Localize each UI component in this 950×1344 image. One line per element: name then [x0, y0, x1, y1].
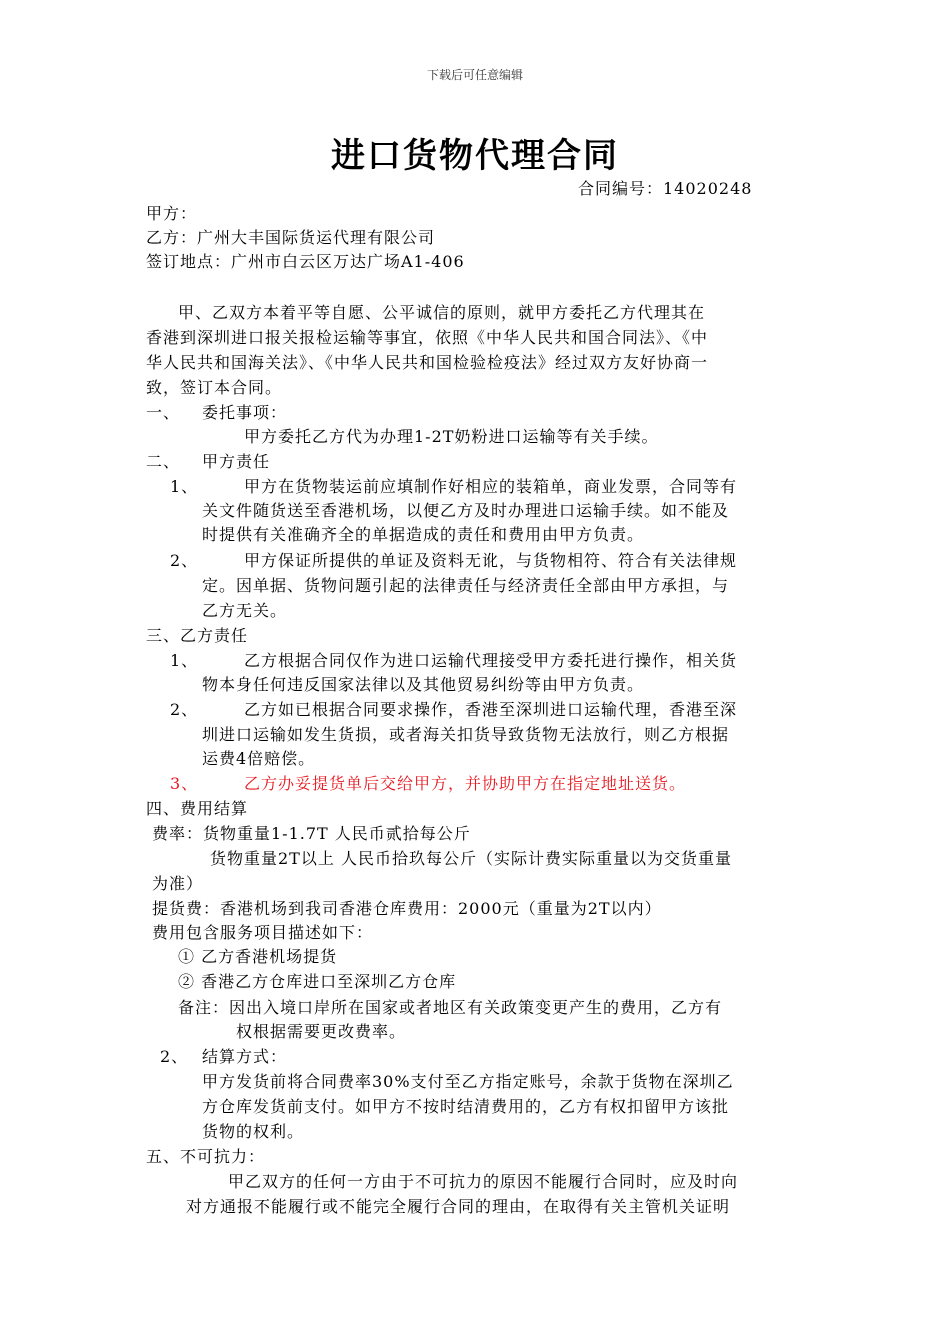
section-heading: 五、不可抗力：: [146, 1147, 266, 1166]
section-body: 甲方委托乙方代为办理1-2T奶粉进口运输等有关手续。: [244, 427, 659, 446]
section-heading: 委托事项：: [202, 403, 288, 422]
remark-line: 权根据需要更改费率。: [236, 1022, 407, 1041]
item-line: 物本身任何违反国家法律以及其他贸易纠纷等由甲方负责。: [202, 675, 645, 694]
header-note: 下载后可任意编辑: [426, 68, 523, 82]
item-line: 甲方在货物装运前应填制作好相应的装箱单，商业发票，合同等有: [244, 477, 738, 496]
intro-line: 华人民共和国海关法》、《中华人民共和国检验检疫法》经过双方友好协商一: [146, 353, 709, 372]
item-line: 乙方无关。: [202, 601, 288, 620]
contract-number: 合同编号：14020248: [578, 179, 753, 198]
service-item: ② 香港乙方仓库进口至深圳乙方仓库: [178, 972, 457, 991]
rate-line: 为准）: [152, 874, 204, 893]
service-item: ① 乙方香港机场提货: [178, 947, 338, 966]
item-line: 时提供有关准确齐全的单据造成的责任和费用由甲方负责。: [202, 525, 645, 544]
document-title: 进口货物代理合同: [331, 136, 619, 176]
item-number: 3、: [170, 774, 199, 793]
force-majeure-line: 甲乙双方的任何一方由于不可抗力的原因不能履行合同时，应及时向: [228, 1172, 739, 1191]
section-heading: 甲方责任: [202, 452, 271, 471]
item-number: 1、: [170, 651, 199, 670]
settle-line: 方仓库发货前支付。如甲方不按时结清费用的，乙方有权扣留甲方该批: [202, 1097, 730, 1116]
services-intro: 费用包含服务项目描述如下：: [152, 923, 374, 942]
party-b: 乙方：广州大丰国际货运代理有限公司: [146, 228, 436, 247]
rate-line: 货物重量2T以上 人民币拾玖每公斤（实际计费实际重量以为交货重量: [210, 849, 732, 868]
intro-line: 致，签订本合同。: [146, 378, 283, 397]
section-heading: 四、费用结算: [146, 799, 249, 818]
pickup-fee: 提货费：香港机场到我司香港仓库费用：2000元（重量为2T以内）: [152, 899, 662, 918]
section-number: 一、: [146, 403, 181, 422]
item-line: 圳进口运输如发生货损，或者海关扣货导致货物无法放行，则乙方根据: [202, 725, 730, 744]
item-line: 乙方如已根据合同要求操作，香港至深圳进口运输代理，香港至深: [244, 700, 738, 719]
sign-place: 签订地点：广州市白云区万达广场A1-406: [146, 252, 465, 271]
settle-heading: 结算方式：: [202, 1047, 288, 1066]
item-line: 甲方保证所提供的单证及资料无讹，与货物相符、符合有关法律规: [244, 551, 738, 570]
item-number: 1、: [170, 477, 199, 496]
settle-line: 货物的权利。: [202, 1122, 305, 1141]
item-number: 2、: [170, 700, 199, 719]
settle-line: 甲方发货前将合同费率30%支付至乙方指定账号，余款于货物在深圳乙: [202, 1072, 734, 1091]
remark-line: 备注：因出入境口岸所在国家或者地区有关政策变更产生的费用，乙方有: [178, 998, 723, 1017]
section-number: 二、: [146, 452, 181, 471]
section-heading: 三、乙方责任: [146, 626, 249, 645]
item-line: 关文件随货送至香港机场，以便乙方及时办理进口运输手续。如不能及: [202, 501, 730, 520]
item-line: 运费4倍赔偿。: [202, 749, 316, 768]
intro-line: 香港到深圳进口报关报检运输等事宜，依照《中华人民共和国合同法》、《中: [146, 328, 709, 347]
intro-line: 甲、乙双方本着平等自愿、公平诚信的原则，就甲方委托乙方代理其在: [178, 303, 706, 322]
item-line: 乙方根据合同仅作为进口运输代理接受甲方委托进行操作，相关货: [244, 651, 738, 670]
rate-line: 费率：货物重量1-1.7T 人民币贰拾每公斤: [152, 824, 471, 843]
item-number: 2、: [160, 1047, 189, 1066]
item-line: 定。因单据、货物问题引起的法律责任与经济责任全部由甲方承担，与: [202, 576, 730, 595]
party-a: 甲方：: [146, 204, 198, 223]
item-number: 2、: [170, 551, 199, 570]
item-line-highlight: 乙方办妥提货单后交给甲方，并协助甲方在指定地址送货。: [244, 774, 687, 793]
force-majeure-line: 对方通报不能履行或不能完全履行合同的理由，在取得有关主管机关证明: [186, 1197, 731, 1216]
